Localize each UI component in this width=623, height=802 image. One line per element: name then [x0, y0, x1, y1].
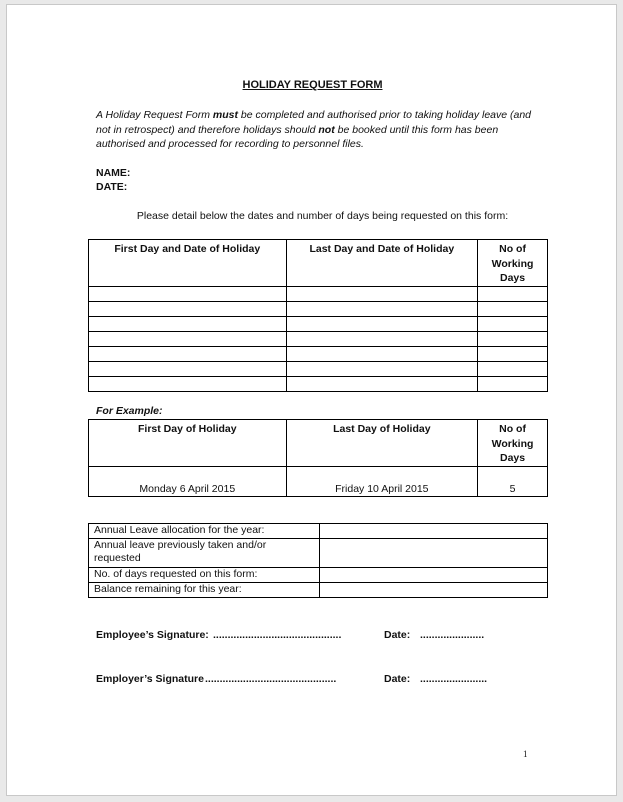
request-table-header: [89, 240, 548, 287]
intro-text-2: be completed and authorised prior to taking holiday leave (and not in retrospect) and therefore holidays should: [96, 109, 532, 136]
employee-date-line[interactable]: ......................: [420, 629, 485, 641]
table-cell[interactable]: [286, 361, 478, 376]
table-cell[interactable]: [286, 331, 478, 346]
example-row: [89, 466, 548, 496]
table-cell[interactable]: [89, 301, 287, 316]
example-label: For Example:: [96, 405, 163, 417]
table-cell[interactable]: [89, 346, 287, 361]
example-table-header: [89, 420, 548, 467]
table-cell[interactable]: [286, 301, 478, 316]
table-cell[interactable]: [286, 316, 478, 331]
intro-not: not: [318, 123, 335, 136]
employer-signature-label: Employer’s Signature: [96, 673, 204, 685]
request-table: [88, 239, 548, 392]
leave-taken-label: Annual leave previously taken and/or requested: [89, 539, 320, 568]
example-header-working-days: No of Working Days: [478, 420, 548, 467]
example-header-last-day: Last Day of Holiday: [286, 420, 478, 467]
table-row: [89, 331, 548, 346]
balance-remaining-label: Balance remaining for this year:: [89, 583, 320, 598]
table-cell[interactable]: [286, 376, 478, 391]
date-label: DATE:: [96, 181, 128, 193]
table-row: [89, 316, 548, 331]
employee-signature-line[interactable]: ............................................: [213, 629, 342, 641]
example-last-day: Friday 10 April 2015: [286, 466, 478, 496]
table-cell[interactable]: [89, 316, 287, 331]
table-cell[interactable]: [89, 376, 287, 391]
balance-remaining-value[interactable]: [320, 583, 548, 598]
header-first-day: First Day and Date of Holiday: [89, 240, 287, 287]
table-cell[interactable]: [89, 331, 287, 346]
table-cell[interactable]: [478, 286, 548, 301]
example-table: [88, 419, 548, 497]
form-title: HOLIDAY REQUEST FORM: [242, 79, 383, 91]
leave-taken-value[interactable]: [320, 539, 548, 568]
table-row: [89, 568, 548, 583]
table-row: [89, 376, 548, 391]
name-label: NAME:: [96, 167, 131, 179]
employee-signature-label: Employee’s Signature:: [96, 629, 209, 641]
employee-date-label: Date:: [384, 629, 411, 641]
table-row: [89, 583, 548, 598]
employer-date-line[interactable]: .......................: [420, 673, 488, 685]
employer-signature-line[interactable]: .............................................: [205, 673, 337, 685]
instruction-text: Please detail below the dates and number of days being requested on this form:: [136, 210, 509, 222]
days-requested-value[interactable]: [320, 568, 548, 583]
page-number: 1: [523, 749, 528, 759]
table-row: [89, 346, 548, 361]
document-page: [6, 4, 617, 796]
table-cell[interactable]: [89, 286, 287, 301]
table-cell[interactable]: [478, 346, 548, 361]
employer-date-label: Date:: [384, 673, 411, 685]
table-row: [89, 301, 548, 316]
table-row: [89, 524, 548, 539]
table-cell[interactable]: [478, 376, 548, 391]
intro-text-3: be booked until this form has been authorised and processed for recording to personnel files.: [96, 123, 499, 150]
table-cell[interactable]: [478, 301, 548, 316]
table-cell[interactable]: [478, 331, 548, 346]
example-header-first-day: First Day of Holiday: [89, 420, 287, 467]
leave-summary-table: [88, 523, 548, 598]
table-row: [89, 539, 548, 568]
leave-allocation-value[interactable]: [320, 524, 548, 539]
example-first-day: Monday 6 April 2015: [89, 466, 287, 496]
table-cell[interactable]: [478, 361, 548, 376]
table-cell[interactable]: [286, 286, 478, 301]
intro-paragraph: [96, 108, 536, 152]
table-cell[interactable]: [286, 346, 478, 361]
leave-allocation-label: Annual Leave allocation for the year:: [89, 524, 320, 539]
table-row: [89, 361, 548, 376]
table-cell[interactable]: [89, 361, 287, 376]
example-working-days: 5: [478, 466, 548, 496]
days-requested-label: No. of days requested on this form:: [89, 568, 320, 583]
intro-text-1: A Holiday Request Form: [96, 109, 213, 121]
header-working-days: No of Working Days: [478, 240, 548, 287]
header-last-day: Last Day and Date of Holiday: [286, 240, 478, 287]
intro-must: must: [212, 109, 238, 121]
table-cell[interactable]: [478, 316, 548, 331]
table-row: [89, 286, 548, 301]
